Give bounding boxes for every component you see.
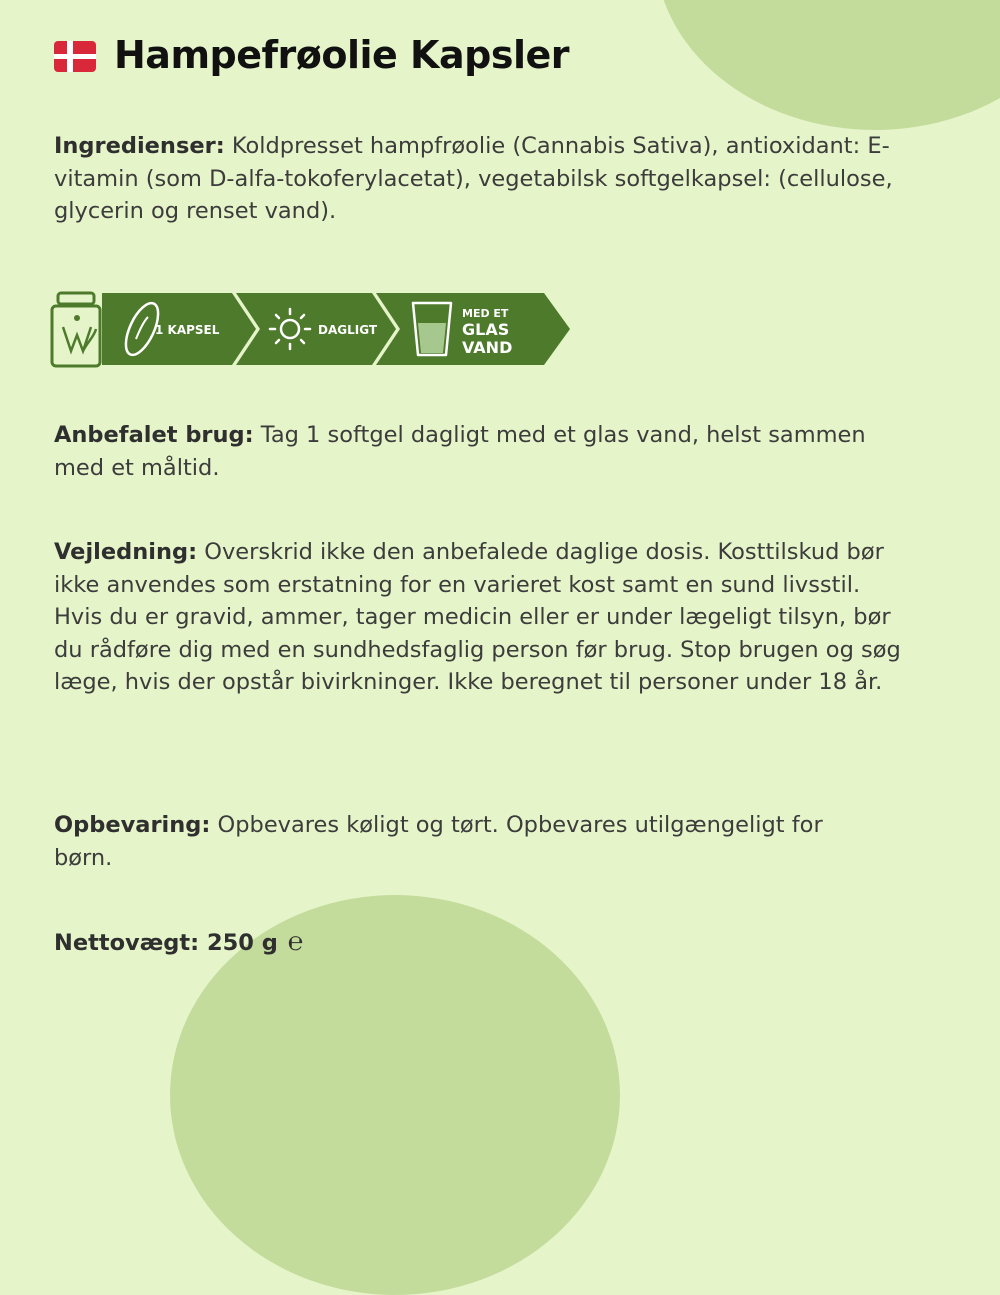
page-title: Hampefrøolie Kapsler (114, 33, 569, 77)
decorative-circle-top (655, 0, 1000, 130)
water-label-line1: MED ET (462, 307, 509, 320)
daily-label: DAGLIGT (318, 323, 378, 337)
ingredients-section (54, 130, 914, 228)
net-weight-label: Nettovægt: 250 g (54, 930, 278, 956)
supplement-jar-icon (52, 293, 100, 366)
net-weight (54, 927, 303, 957)
ingredients-text: Koldpresset hampfrøolie (Cannabis Sativa), antioxidant: E-vitamin (som D-alfa-tokoferylacetat), vegetabilsk softgelkapsel: (cellulose, glycerin og renset vand). (54, 133, 893, 224)
recommended-use-label: Anbefalet brug: (54, 422, 254, 448)
guidance-text: Overskrid ikke den anbefalede daglige dosis. Kosttilskud bør ikke anvendes som erstatning for en varieret kost samt en sund livsstil. Hvis du er gravid, ammer, tager medicin eller er under lægeligt tilsyn, bør du rådføre dig med en sundhedsfaglig person før brug. Stop brugen og søg læge, hvis der opstår bivirkninger. Ikke beregnet til personer under 18 år. (54, 539, 901, 695)
capsule-label: 1 KAPSEL (155, 323, 220, 337)
water-label-line3: VAND (462, 338, 513, 357)
brand-logo-icon (63, 315, 96, 351)
storage-section (54, 809, 854, 874)
estimated-sign-icon: ℮ (287, 927, 304, 957)
denmark-flag-icon (54, 41, 96, 72)
ingredients-label: Ingredienser: (54, 133, 225, 159)
water-label-line2: GLAS (462, 320, 510, 339)
guidance-label: Vejledning: (54, 539, 198, 565)
usage-banner (50, 289, 580, 369)
recommended-use-text: Tag 1 softgel dagligt med et glas vand, helst sammen med et måltid. (54, 422, 866, 481)
storage-label: Opbevaring: (54, 812, 211, 838)
guidance-section (54, 536, 914, 699)
recommended-use-section (54, 419, 914, 484)
storage-text: Opbevares køligt og tørt. Opbevares utilgængeligt for børn. (54, 812, 823, 871)
